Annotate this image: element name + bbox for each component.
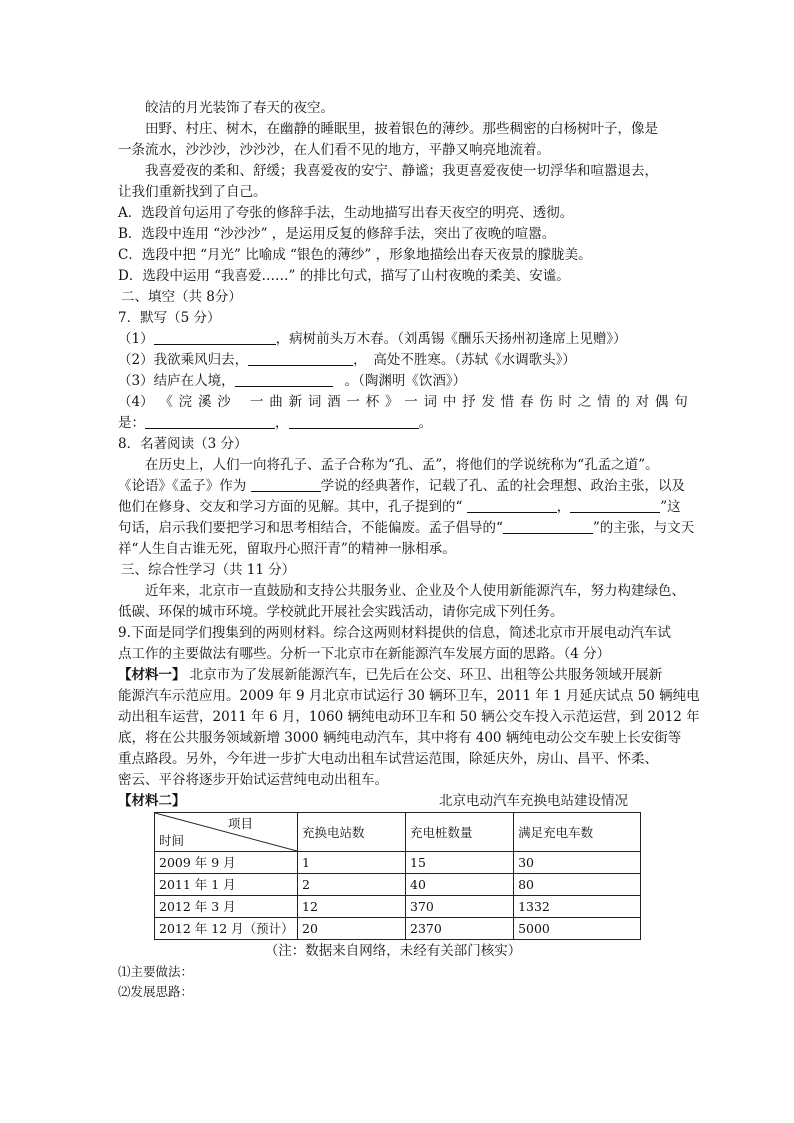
question-9-text: 9.下面是同学们搜集到的两则材料。综合这两则材料提供的信息，简述北京市开展电动汽车试 [118,625,671,641]
table-row [155,852,641,874]
table-cell: 1332 [514,896,641,918]
q7-4-char: 词 [423,394,438,410]
table-cell: 15 [406,852,514,874]
q7-4-char: 沙 [217,394,231,410]
option-d: D．选段中运用 “我喜爱……” 的排比句式，描写了山村夜晚的柔美、安谧。 [118,268,570,284]
answer-blank[interactable] [235,372,333,387]
q7-4-char: 新 [288,394,303,410]
q7-4-char: 酒 [327,394,341,410]
answer-blank[interactable] [570,498,660,513]
passage-line: 我喜爱夜的柔和、舒缓；我喜爱夜的安宁、静谧；我更喜爱夜使一切浮华和喧嚣退去， [145,163,658,179]
q7-4-char: 一 [404,394,418,410]
section3-intro: 近年来，北京市一直鼓励和支持公共服务业、企业及个人使用新能源汽车，努力构建绿色、 [145,583,685,599]
question-8-title: 8．名著阅读（3 分） [118,436,248,452]
q7-4-char: 词 [307,394,322,410]
table-row [155,874,641,896]
material-2-header [118,792,688,811]
table-corner-cell [155,813,298,852]
question-7-title: 7．默写（5 分） [118,310,221,326]
q7-4-char: 一 [346,394,360,410]
material-1-line: 密云、平谷将逐步开始试运营纯电动出租车。 [118,772,388,788]
section-heading-fill: 二、填空（共 8分） [121,289,242,305]
corner-label-time: 时间 [159,833,185,848]
material-1-text: 北京市为了发展新能源汽车，已先后在公交、环卫、出租等公共服务领域开展新 [185,667,663,683]
q7-4-char: 一 [236,394,264,410]
q7-item-1 [118,329,688,350]
q7-4-comma: ， [275,415,289,431]
q8-text-suffix: ”这 [660,499,681,515]
table-row [155,918,641,940]
q7-4-char: 杯 [365,394,380,410]
q7-4-prefix: 是： [118,415,145,431]
table-note: （注：数据来自网络，未经有关部门核实） [264,943,522,959]
q7-item-4-line2 [118,413,688,434]
passage-line: 让我们重新找到了自己。 [118,184,267,200]
q8-text-prefix: 《论语》《孟子》作为 [118,478,251,494]
table-cell: 370 [406,896,514,918]
q7-4-char: 溪 [197,394,212,410]
option-a: A．选段首句运用了夸张的修辞手法，生动地描写出春天夜空的明亮、透彻。 [118,205,574,221]
q7-4-char: 《 [159,394,173,410]
q8-text: 在历史上，人们一向将孔子、孟子合称为“孔、孟”，将他们的学说统称为“孔孟之道”。 [145,457,659,473]
q7-2-suffix: ， 高处不胜寒。（苏轼《水调歌头》） [353,352,576,368]
q7-3-suffix: 。（陶渊明《饮酒》） [344,373,467,389]
q7-2-prefix: （2）我欲乘风归去， [118,352,249,368]
answer-blank[interactable] [503,519,593,534]
q7-item-2 [118,350,688,371]
q8-text-prefix: 句话，启示我们要把学习和思考相结合，不能偏废。孟子倡导的“ [118,520,503,536]
table-cell: 20 [298,918,406,940]
q8-text-suffix: ”的主张，与文天 [592,520,695,536]
q7-4-char: 》 [384,394,399,410]
q7-4-char: 的 [616,394,630,410]
q8-text [118,476,688,497]
passage-line: 田野、村庄、树木，在幽静的睡眠里，披着银色的薄纱。那些稠密的白杨树叶子，像是 [145,121,658,137]
option-c: C．选段中把 “月光” 比喻成 “银色的薄纱” ，形象地描绘出春天夜景的朦胧美。 [118,247,592,263]
table-cell: 12 [298,896,406,918]
table-header-cell: 满足充电车数 [514,813,641,852]
q8-text-suffix: 学说的经典著作，记载了孔、孟的社会理想、政治主张，以及 [320,478,686,494]
q7-item-3 [118,371,688,392]
table-header-cell: 充换电站数 [298,813,406,852]
table-cell: 30 [514,852,641,874]
section-heading-integrated: 三、综合性学习（共 11 分） [121,562,296,578]
q7-4-char: 伤 [539,394,553,410]
q7-4-char: 句 [674,394,688,410]
q8-text [118,497,688,518]
passage-line: 一条流水，沙沙沙，沙沙沙，在人们看不见的地方，平静又响亮地流着。 [118,142,550,158]
q7-4-char: 抒 [462,394,476,410]
material-1-line [118,665,688,686]
table-cell: 5000 [514,918,641,940]
material-1-line: 能源汽车示范应用。2009 年 9 月北京市试运行 30 辆环卫车，2011 年 1 月延庆试点 50 辆纯电 [118,688,700,704]
q7-4-char: 时 [558,394,572,410]
q7-1-prefix: （1） [118,331,154,347]
q7-4-char: 春 [519,394,534,410]
answer-blank[interactable] [248,351,353,366]
answer-label-approach: ⑵发展思路： [118,984,194,999]
q7-item-4 [118,392,688,413]
table-cell: 40 [406,874,514,896]
q7-4-char: 情 [597,394,611,410]
q7-4-char: 浣 [178,394,193,410]
table-title: 北京电动汽车充换电站建设情况 [439,793,628,809]
q7-3-prefix: （3）结庐在人境， [118,373,235,389]
corner-label-item: 项目 [227,816,253,831]
q7-4-char: 中 [442,394,457,410]
q7-4-char: 偶 [654,394,669,410]
answer-label-practice: ⑴主要做法： [118,964,194,979]
answer-blank[interactable] [154,330,276,345]
q8-text-prefix: 他们在修身、交友和学习方面的见解。其中，孔子提到的“ [118,499,467,515]
q7-4-char: 之 [577,394,592,410]
q7-4-char: 惜 [500,394,515,410]
table-cell: 2011 年 1 月 [155,874,298,896]
table-header-cell: 充电桩数量 [406,813,514,852]
table-cell: 80 [514,874,641,896]
q7-4-char: 对 [635,394,650,410]
option-b: B．选段中连用 “沙沙沙” ，是运用反复的修辞手法，突出了夜晚的喧嚣。 [118,226,556,242]
q7-4-suffix: 。 [418,415,432,431]
table-cell: 2012 年 3 月 [155,896,298,918]
answer-blank[interactable] [467,498,557,513]
table-row [155,896,641,918]
q7-1-suffix: ，病树前头万木春。（刘禹锡《酬乐天扬州初逢席上见赠》） [275,331,627,347]
answer-blank[interactable] [145,414,275,429]
charging-station-table [154,812,641,940]
answer-blank[interactable] [289,414,419,429]
table-cell: 2370 [406,918,514,940]
answer-blank[interactable] [251,477,321,492]
exam-page [118,98,700,1002]
table-cell: 2012 年 12 月（预计） [155,918,298,940]
q8-text: 祥“人生自古谁无死，留取丹心照汗青”的精神一脉相承。 [118,541,456,557]
table-cell: 2009 年 9 月 [155,852,298,874]
material-2-label: 【材料二】 [118,793,186,809]
q8-text [118,518,695,539]
table-cell: 1 [298,852,406,874]
q7-4-char: 曲 [269,394,283,410]
table-cell: 2 [298,874,406,896]
q7-4-char: （4） [118,394,154,410]
section3-intro: 低碳、环保的城市环境。学校就此开展社会实践活动，请你完成下列任务。 [118,604,564,620]
material-1-label: 【材料一】 [118,667,186,683]
passage-line: 皎洁的月光装饰了春天的夜空。 [145,100,334,116]
question-9-text: 点工作的主要做法有哪些。分析一下北京市在新能源汽车发展方面的思路。（4 分） [118,646,611,662]
material-1-line: 重点路段。另外，今年进一步扩大电动出租车试营运范围，除延庆外，房山、昌平、怀柔、 [118,751,658,767]
material-1-line: 动出租车运营，2011 年 6 月，1060 辆纯电动环卫车和 50 辆公交车投入示范运营，到 2012 年 [118,709,700,725]
q8-text-comma: ， [556,499,571,515]
table-header-row [155,813,641,852]
q7-4-char: 发 [481,394,495,410]
material-1-line: 底，将在公共服务领域新增 3000 辆纯电动汽车，其中将有 400 辆纯电动公交车驶上长安街等 [118,730,682,746]
